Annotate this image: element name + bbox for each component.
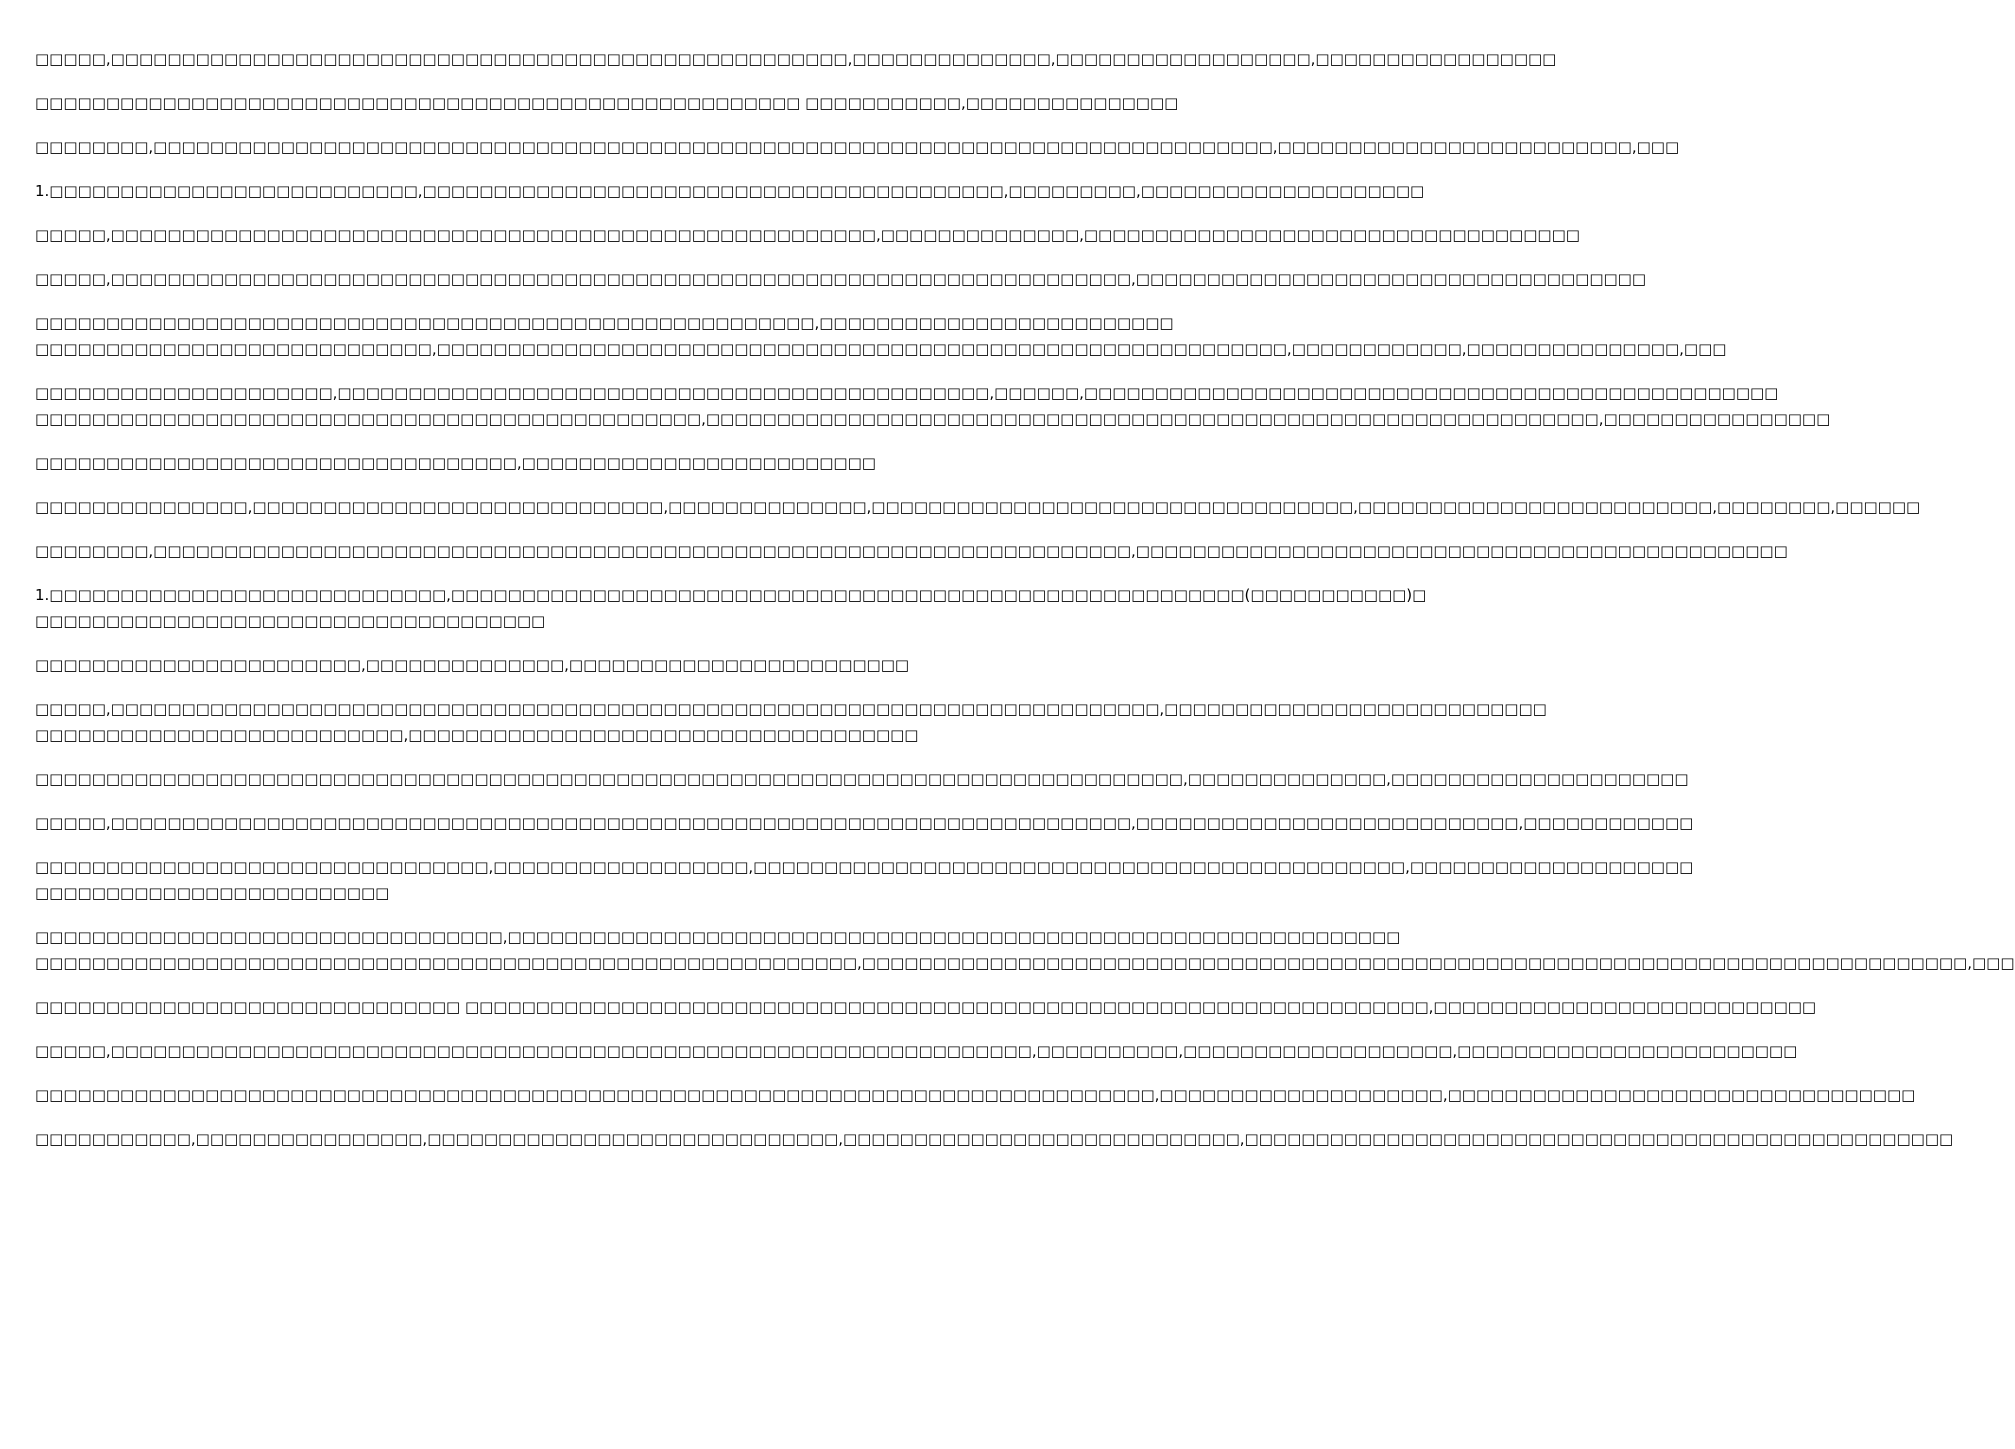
paragraph-line: □□□□□□□□□□□□□□□□□□□□□□□□□ bbox=[35, 884, 390, 902]
paragraph-line: □□□□□,□□□□□□□□□□□□□□□□□□□□□□□□□□□□□□□□□□□□□□□□□□□□□□□□□□□□□□,□□□□□□□□□□□□□□,□□□□□□□□□□□□□□□□□□□□□□□□□□□□□□□□□□□ bbox=[35, 226, 1580, 244]
paragraph bbox=[35, 538, 1788, 564]
paragraph-line: □□□□□□□□□□□□□□□□□□□□□□□□□□□□□□□□□□□□□□□□□□□□□□□□□□□□□□□□□□□□□□□□□□□□□□□□□□□□□□□,□□□□□□□□□□□□□□□□□□□□,□□□□□□□□□□□□□□□□□□□□□□□□□□□□□□□□□ bbox=[35, 1086, 1916, 1104]
paragraph bbox=[35, 178, 1425, 204]
paragraph-line: □□□□□□□□□□□□□□□□□□□□□□□□□□□□□□□□□□,□□□□□□□□□□□□□□□□□□□□□□□□□ bbox=[35, 454, 876, 472]
paragraph-line: □□□□□,□□□□□□□□□□□□□□□□□□□□□□□□□□□□□□□□□□□□□□□□□□□□□□□□□□□□,□□□□□□□□□□□□□□,□□□□□□□□□□□□□□□□□□,□□□□□□□□□□□□□□□□□ bbox=[35, 50, 1557, 68]
paragraph-line: □□□□□□□□□□□□□□□□□□□□□□□□□□□□□□□□□□□□□□□□□□□□□□□□□□□□□□□□□□,□□□□□□□□□□□□□□□□□□□□□□□□□□□□□□□□□□□□□□□□□□□□□□□□□□□□□□□□□□□□□□□□□□□□□□□□□□□□□□,□□□ bbox=[35, 954, 2015, 972]
paragraph bbox=[35, 810, 1694, 836]
paragraph bbox=[35, 924, 2015, 976]
paragraph bbox=[35, 766, 1689, 792]
paragraph bbox=[35, 46, 1557, 72]
paragraph bbox=[35, 994, 1817, 1020]
paragraph-line: □□□□□□□□□□□□□□□□□□□□□□□□□□□□,□□□□□□□□□□□□□□□□□□□□□□□□□□□□□□□□□□□□□□□□□□□□□□□□□□□□□□□□□□□□,□□□□□□□□□□□□,□□□□□□□□□□□□□□□,□□□ bbox=[35, 340, 1727, 358]
paragraph-line: □□□□□□□□□□□□□□□□□□□□□□□□□□□□□□□□□,□□□□□□□□□□□□□□□□□□□□□□□□□□□□□□□□□□□□□□□□□□□□□□□□□□□□□□□□□□□□□□□ bbox=[35, 928, 1401, 946]
paragraph-line: □□□□□□□□□□□□□□□□□□□□□□□□□□□□□□□□□□□□□□□□□□□□□□□□□□□□□□ □□□□□□□□□□□,□□□□□□□□□□□□□□□ bbox=[35, 94, 1179, 112]
paragraph-line: □□□□□,□□□□□□□□□□□□□□□□□□□□□□□□□□□□□□□□□□□□□□□□□□□□□□□□□□□□□□□□□□□□□□□□□□□□□□□□,□□□□□□□□□□□□□□□□□□□□□□□□□□□□□□□□□□□□ bbox=[35, 270, 1647, 288]
paragraph-line: □□□□□□□□□□□□□□□□□□□□□□□□□□□□□□□□□□□□□□□□□□□□□□□,□□□□□□□□□□□□□□□□□□□□□□□□□□□□□□□□□□□□□□□□□□□□□□□□□□□□□□□□□□□□□□□,□□□□□□□□□□□□□□□□ bbox=[35, 410, 1831, 428]
paragraph bbox=[35, 450, 989, 476]
paragraph-line: □□□□□□□□□□□□□□□,□□□□□□□□□□□□□□□□□□□□□□□□□□□□□,□□□□□□□□□□□□□□,□□□□□□□□□□□□□□□□□□□□□□□□□□□□□□□□□□,□□□□□□□□□□□□□□□□□□□□□□□□□,□□□□□□□□,□□□□□□ bbox=[35, 498, 1921, 516]
paragraph-line: 1.□□□□□□□□□□□□□□□□□□□□□□□□□□□□,□□□□□□□□□□□□□□□□□□□□□□□□□□□□□□□□□□□□□□□□□□□□□□□□□□□□□□□□(□□□□□□□□□□□)□ bbox=[35, 586, 1427, 604]
paragraph bbox=[35, 1126, 1954, 1152]
paragraph-line: □□□□□□□□□□□□□□□□□□□□□□□□□□□□□□□□,□□□□□□□□□□□□□□□□□□,□□□□□□□□□□□□□□□□□□□□□□□□□□□□□□□□□□□□□□□□□□□□□□,□□□□□□□□□□□□□□□□□□□□ bbox=[35, 858, 1694, 876]
paragraph-line: □□□□□□□□,□□□□□□□□□□□□□□□□□□□□□□□□□□□□□□□□□□□□□□□□□□□□□□□□□□□□□□□□□□□□□□□□□□□□□,□□□□□□□□□□□□□□□□□□□□□□□□□□□□□□□□□□□□□□□□□□□□□□ bbox=[35, 542, 1788, 560]
paragraph bbox=[35, 222, 1580, 248]
paragraph bbox=[35, 310, 1727, 362]
paragraph-line: □□□□□,□□□□□□□□□□□□□□□□□□□□□□□□□□□□□□□□□□□□□□□□□□□□□□□□□□□□□□□□□□□□□□□□□,□□□□□□□□□□,□□□□□□□□□□□□□□□□□□□,□□□□□□□□□□□□□□□□□□□□□□□□ bbox=[35, 1042, 1798, 1060]
paragraph bbox=[35, 494, 1921, 520]
paragraph bbox=[35, 266, 1647, 292]
paragraph bbox=[35, 380, 1831, 432]
paragraph bbox=[35, 582, 1427, 634]
paragraph bbox=[35, 1082, 1916, 1108]
paragraph-line: □□□□□,□□□□□□□□□□□□□□□□□□□□□□□□□□□□□□□□□□□□□□□□□□□□□□□□□□□□□□□□□□□□□□□□□□□□□□□□,□□□□□□□□□□□□□□□□□□□□□□□□□□□,□□□□□□□□□□□□ bbox=[35, 814, 1694, 832]
paragraph bbox=[35, 90, 1179, 116]
paragraph-line: □□□□□□□□□□□,□□□□□□□□□□□□□□□□,□□□□□□□□□□□□□□□□□□□□□□□□□□□□□,□□□□□□□□□□□□□□□□□□□□□□□□□□□□,□□□□□□□□□□□□□□□□□□□□□□□□□□□□□□□□□□□□□□□□□□□□□□□□□□ bbox=[35, 1130, 1954, 1148]
paragraph bbox=[35, 134, 1680, 160]
paragraph-line: □□□□□□□□,□□□□□□□□□□□□□□□□□□□□□□□□□□□□□□□□□□□□□□□□□□□□□□□□□□□□□□□□□□□□□□□□□□□□□□□□□□□□□□□,□□□□□□□□□□□□□□□□□□□□□□□□□,□□□ bbox=[35, 138, 1680, 156]
paragraph-line: □□□□□□□□□□□□□□□□□□□□□□□□□□□□□□□□□□□□ bbox=[35, 612, 546, 630]
paragraph bbox=[35, 1038, 1798, 1064]
paragraph-line: □□□□□□□□□□□□□□□□□□□□□□□□□□,□□□□□□□□□□□□□□□□□□□□□□□□□□□□□□□□□□□□ bbox=[35, 726, 919, 744]
paragraph-line: □□□□□□□□□□□□□□□□□□□□□,□□□□□□□□□□□□□□□□□□□□□□□□□□□□□□□□□□□□□□□□□□□□□□,□□□□□□,□□□□□□□□□□□□□□□□□□□□□□□□□□□□□□□□□□□□□□□□□□□□□□□□□ bbox=[35, 384, 1779, 402]
paragraph-line: □□□□□□□□□□□□□□□□□□□□□□□,□□□□□□□□□□□□□□,□□□□□□□□□□□□□□□□□□□□□□□□ bbox=[35, 656, 910, 674]
paragraph-line: □□□□□□□□□□□□□□□□□□□□□□□□□□□□□□□□□□□□□□□□□□□□□□□□□□□□□□□,□□□□□□□□□□□□□□□□□□□□□□□□□ bbox=[35, 314, 1174, 332]
paragraph bbox=[35, 696, 1547, 748]
paragraph bbox=[35, 854, 1694, 906]
document-body bbox=[35, 46, 2015, 1170]
paragraph-line: 1.□□□□□□□□□□□□□□□□□□□□□□□□□□,□□□□□□□□□□□□□□□□□□□□□□□□□□□□□□□□□□□□□□□□□,□□□□□□□□□,□□□□□□□□□□□□□□□□□□□□ bbox=[35, 182, 1425, 200]
paragraph-line: □□□□□□□□□□□□□□□□□□□□□□□□□□□□□□ □□□□□□□□□□□□□□□□□□□□□□□□□□□□□□□□□□□□□□□□□□□□□□□□□□□□□□□□□□□□□□□□□□□□,□□□□□□□□□□□□□□□□□□□□□□□□□□□ bbox=[35, 998, 1817, 1016]
paragraph bbox=[35, 652, 989, 678]
paragraph-line: □□□□□□□□□□□□□□□□□□□□□□□□□□□□□□□□□□□□□□□□□□□□□□□□□□□□□□□□□□□□□□□□□□□□□□□□□□□□□□□□□,□□□□□□□□□□□□□□,□□□□□□□□□□□□□□□□□□□□□ bbox=[35, 770, 1689, 788]
paragraph-line: □□□□□,□□□□□□□□□□□□□□□□□□□□□□□□□□□□□□□□□□□□□□□□□□□□□□□□□□□□□□□□□□□□□□□□□□□□□□□□□□,□□□□□□□□□□□□□□□□□□□□□□□□□□□ bbox=[35, 700, 1547, 718]
